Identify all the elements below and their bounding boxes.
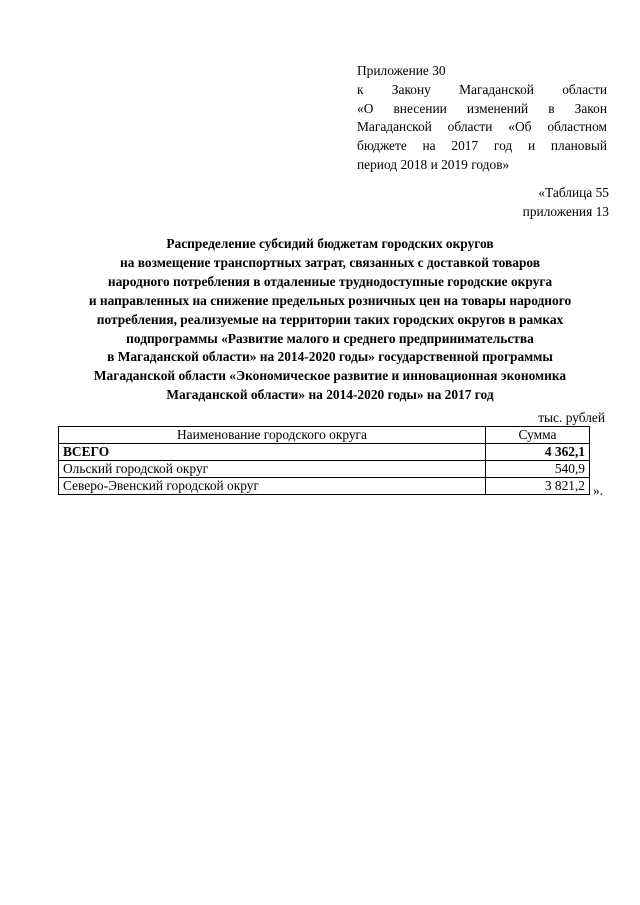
title-line: на возмещение транспортных затрат, связанных с доставкой товаров	[119, 254, 540, 270]
table-row	[59, 478, 590, 495]
document-title	[40, 235, 620, 405]
appendix-line: период 2018 и 2019 годов»	[357, 156, 510, 172]
title-line: подпрограммы «Развитие малого и среднего предпринимательства	[126, 330, 534, 346]
district-name: Ольский городской округ	[59, 461, 486, 478]
title-line: Распределение субсидий бюджетам городских округов	[166, 236, 494, 251]
title-line: в Магаданской области» на 2014-2020 годы» государственной программы	[107, 349, 553, 365]
title-line: потребления, реализуемые на территории таких городских округов в рамках	[96, 311, 564, 327]
district-sum: 3 821,2	[486, 478, 590, 495]
appendix-line: Магаданской области «Об областном	[357, 119, 607, 135]
table-reference	[523, 184, 609, 222]
total-label: ВСЕГО	[59, 444, 486, 461]
table-reference-number: «Таблица 55	[538, 185, 609, 200]
district-sum: 540,9	[486, 461, 590, 478]
column-header-name: Наименование городского округа	[59, 427, 486, 444]
table-reference-appendix: приложения 13	[522, 203, 609, 219]
column-header-sum: Сумма	[486, 427, 590, 444]
subsidy-table	[58, 426, 590, 495]
closing-quote-mark: ».	[593, 483, 604, 498]
total-sum: 4 362,1	[486, 444, 590, 461]
table-header-row	[59, 427, 590, 444]
appendix-line: бюджете на 2017 год и плановый	[357, 138, 607, 154]
table-row-total	[59, 444, 590, 461]
units-label: тыс. рублей	[538, 410, 605, 425]
appendix-number: Приложение 30	[357, 63, 446, 78]
title-line: Магаданской области «Экономическое развитие и инновационная экономика	[93, 368, 567, 384]
title-line: народного потребления в отдаленные труднодоступные городские округа	[107, 273, 553, 289]
table-row	[59, 461, 590, 478]
title-line: Магаданской области» на 2014-2020 годы» на 2017 год	[166, 387, 494, 403]
district-name: Северо-Эвенский городской округ	[59, 478, 486, 495]
appendix-line: «О внесении изменений в Закон	[357, 100, 607, 116]
appendix-header	[357, 62, 607, 175]
title-line: и направленных на снижение предельных розничных цен на товары народного	[88, 292, 572, 308]
appendix-line: к Закону Магаданской области	[357, 81, 607, 97]
